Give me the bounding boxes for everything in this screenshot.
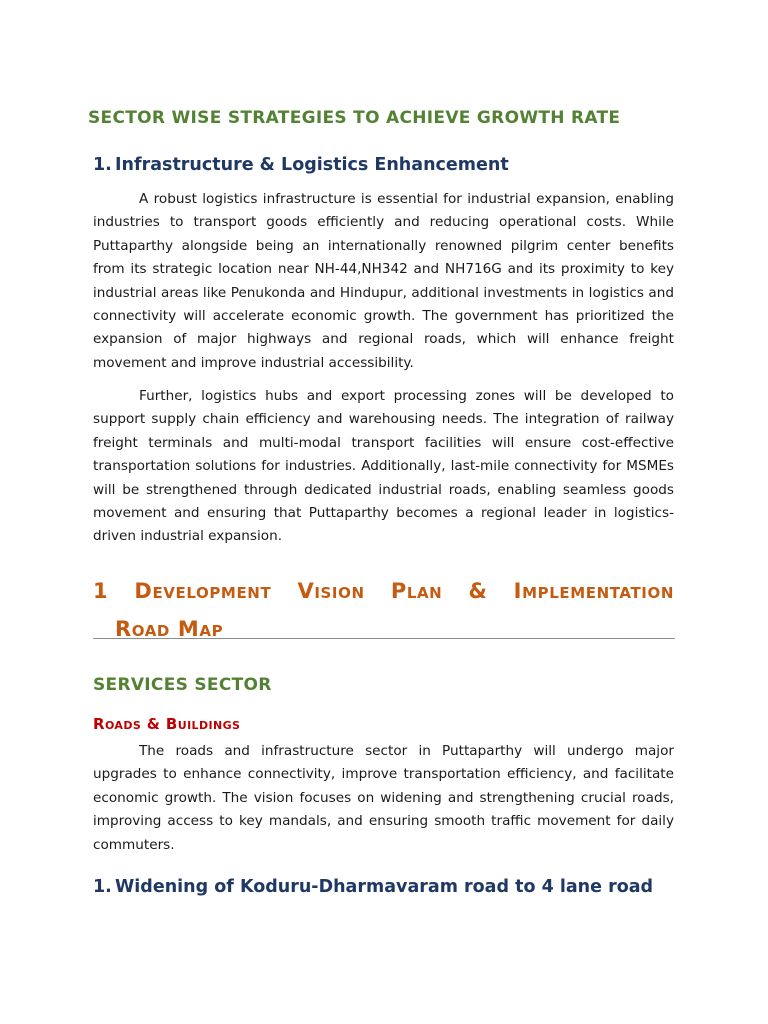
chapter-word: & [468, 579, 488, 603]
chapter-word: Plan [390, 579, 443, 603]
roads-buildings-heading: Roads & Buildings [93, 715, 241, 733]
chapter-heading [93, 572, 674, 648]
infrastructure-heading-text: Infrastructure & Logistics Enhancement [115, 155, 509, 175]
infrastructure-paragraph-2: Further, logistics hubs and export processing zones will be developed to support supply chain efficiency and warehousing needs. The integration of railway freight terminals and multi-modal transport facilities will ensure cost-effective transportation solutions for industries. Additionally, last-mile connectivity for MSMEs will be strengthened through dedicated industrial roads, enabling seamless goods movement and ensuring that Puttaparthy becomes a regional leader in logistics-driven industrial expansion. [93, 388, 674, 545]
chapter-word: Implementation [513, 579, 674, 603]
roads-paragraph: The roads and infrastructure sector in Puttaparthy will undergo major upgrades to enhance connectivity, improve transportation efficiency, and facilitate economic growth. The vision focuses on widening and strengthening crucial roads, improving access to key mandals, and ensuring smooth traffic movement for daily commuters. [93, 743, 674, 853]
widening-heading-number: 1. [93, 877, 112, 897]
widening-heading [93, 877, 653, 897]
chapter-number: 1 [93, 579, 109, 603]
chapter-divider [93, 638, 675, 639]
sector-strategies-title: SECTOR WISE STRATEGIES TO ACHIEVE GROWTH RATE [88, 108, 621, 128]
chapter-heading-line-1 [93, 572, 674, 610]
chapter-heading-line-2: Road Map [115, 617, 224, 641]
infrastructure-heading [93, 155, 509, 175]
chapter-word: Vision [297, 579, 365, 603]
services-sector-title: SERVICES SECTOR [93, 675, 272, 695]
widening-heading-text: Widening of Koduru-Dharmavaram road to 4 lane road [115, 877, 654, 897]
infrastructure-heading-number: 1. [93, 155, 112, 175]
chapter-word: Development [134, 579, 272, 603]
infrastructure-paragraph-1: A robust logistics infrastructure is essential for industrial expansion, enabling industries to transport goods efficiently and reducing operational costs. While Puttaparthy alongside being an internationally renowned pilgrim center benefits from its strategic location near NH-44,NH342 and NH716G and its proximity to key industrial areas like Penukonda and Hindupur, additional investments in logistics and connectivity will accelerate economic growth. The government has prioritized the expansion of major highways and regional roads, which will enhance freight movement and improve industrial accessibility. [93, 191, 674, 371]
